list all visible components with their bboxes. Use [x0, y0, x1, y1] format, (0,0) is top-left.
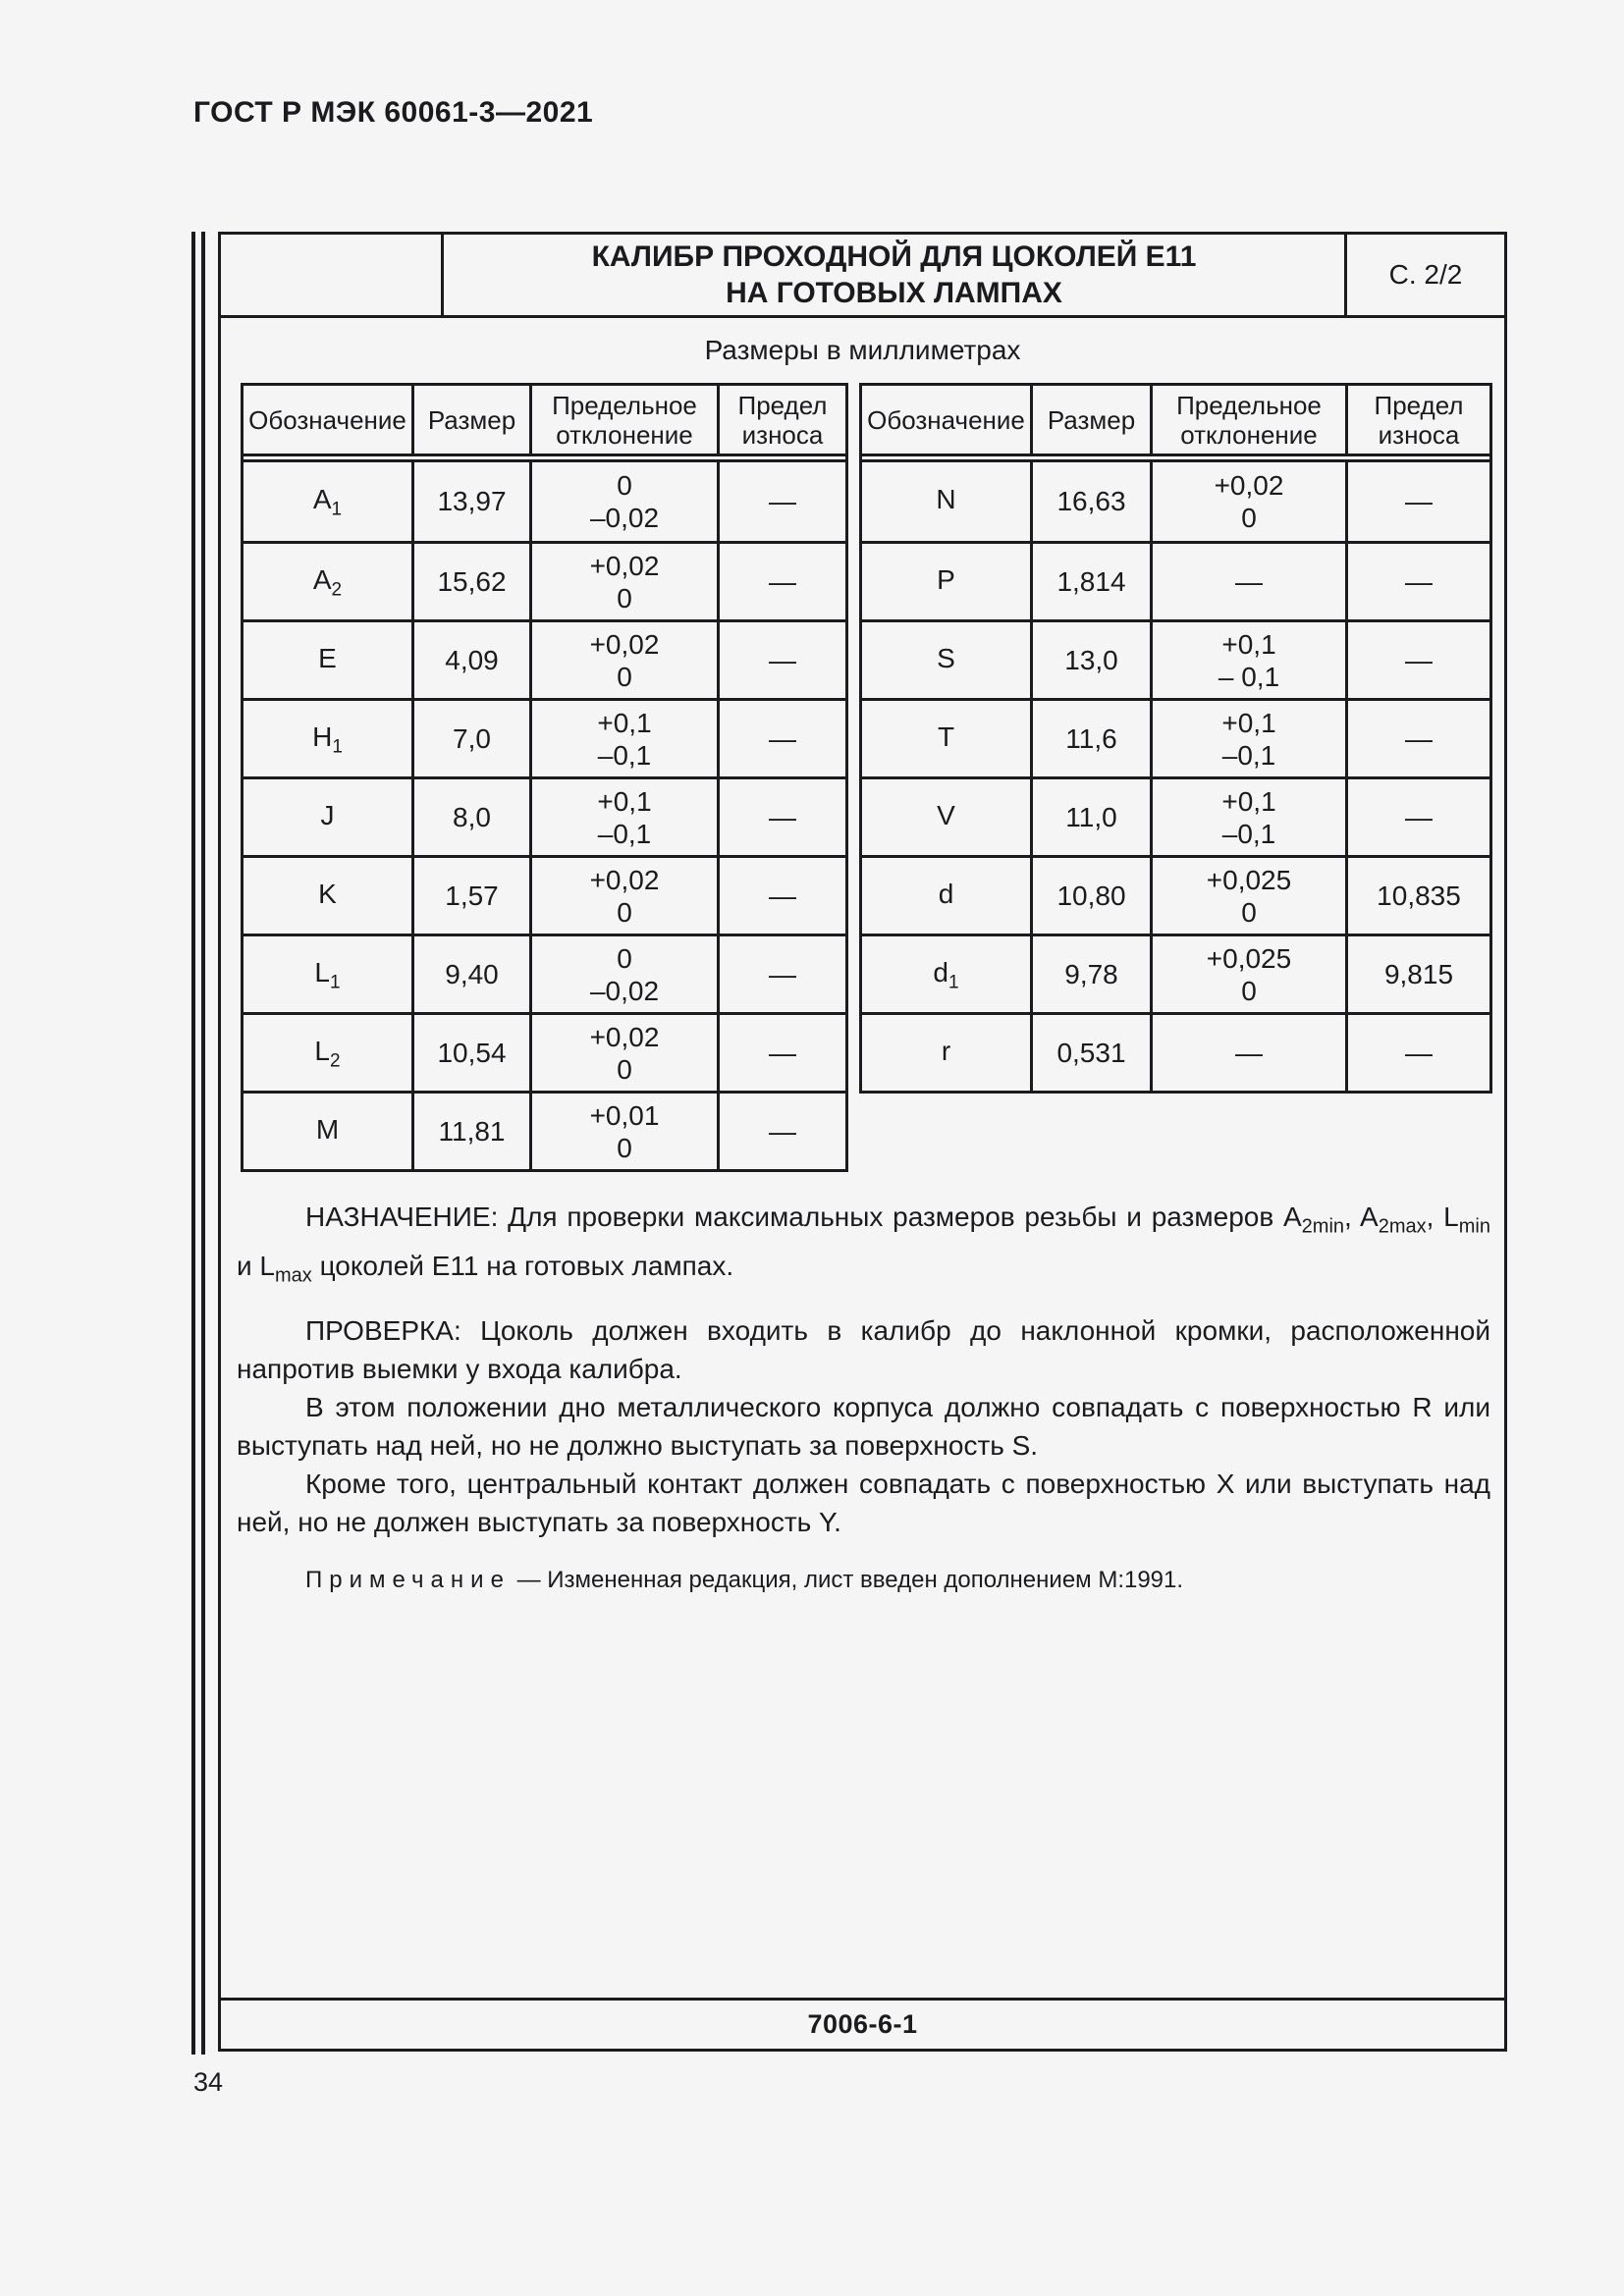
- symbol-cell: $L_1$: [244, 936, 414, 1012]
- document-code: ГОСТ Р МЭК 60061-3—2021: [193, 96, 594, 129]
- deviation-cell: +0,02 0: [1153, 462, 1348, 541]
- wear-cell: —: [769, 1115, 796, 1147]
- wear-cell: —: [1405, 486, 1433, 516]
- size-cell: 10,54: [414, 1015, 532, 1091]
- gauge-title-line1: КАЛИБР ПРОХОДНОЙ ДЛЯ ЦОКОЛЕЙ E11: [591, 240, 1197, 273]
- column-header: Предельное отклонение: [1153, 386, 1348, 454]
- table-row: [862, 462, 1489, 541]
- symbol-cell: E: [244, 622, 414, 698]
- column-header: Обозначение: [244, 386, 414, 454]
- deviation-cell: +0,025 0: [1153, 858, 1348, 934]
- table-row: [244, 855, 845, 934]
- note-label: Примечание: [305, 1567, 511, 1594]
- header-separator: [244, 454, 845, 462]
- wear-cell: —: [769, 958, 796, 989]
- column-header: Предел износа: [737, 390, 828, 450]
- deviation-cell: —: [1153, 1015, 1348, 1091]
- wear-cell: —: [769, 486, 796, 516]
- wear-cell: —: [769, 722, 796, 754]
- size-cell: 11,6: [1033, 701, 1153, 776]
- table-row: [244, 541, 845, 619]
- margin-double-rule: [191, 232, 205, 2055]
- main-box: [218, 232, 1507, 2052]
- column-header: Предельное отклонение: [532, 386, 720, 454]
- symbol-cell: J: [244, 779, 414, 855]
- table-header-row: [244, 386, 845, 454]
- dimensions-table-left: [241, 383, 848, 1172]
- table-row: [862, 541, 1489, 619]
- size-cell: 7,0: [414, 701, 532, 776]
- table-row: [244, 1012, 845, 1091]
- deviation-cell: +0,02 0: [532, 622, 720, 698]
- wear-cell: —: [1405, 644, 1433, 675]
- deviation-cell: +0,1 –0,1: [532, 701, 720, 776]
- size-cell: 15,62: [414, 544, 532, 619]
- symbol-cell: T: [862, 701, 1033, 776]
- column-header: Размер: [414, 386, 532, 454]
- symbol-cell: S: [862, 622, 1033, 698]
- size-cell: 11,0: [1033, 779, 1153, 855]
- symbol-cell: $A_1$: [244, 462, 414, 541]
- table-row: [862, 934, 1489, 1012]
- wear-cell: —: [769, 644, 796, 675]
- deviation-cell: +0,1 –0,1: [532, 779, 720, 855]
- column-header: Размер: [1033, 386, 1153, 454]
- column-header: Предел износа: [1374, 390, 1464, 450]
- size-cell: 13,97: [414, 462, 532, 541]
- table-row: [244, 462, 845, 541]
- deviation-cell: +0,025 0: [1153, 936, 1348, 1012]
- symbol-cell: r: [862, 1015, 1033, 1091]
- wear-cell: —: [769, 565, 796, 597]
- position-paragraph: В этом положении дно металлического корпуса должно совпадать с поверхностью R или выступать над ней, но не должно выступать за поверхность S.: [237, 1392, 1490, 1462]
- symbol-cell: P: [862, 544, 1033, 619]
- dimensions-table-right: [859, 383, 1492, 1094]
- size-cell: 9,40: [414, 936, 532, 1012]
- wear-cell: 9,815: [1383, 958, 1454, 989]
- wear-cell: 10,835: [1377, 880, 1461, 911]
- deviation-cell: +0,02 0: [532, 544, 720, 619]
- table-row: [862, 698, 1489, 776]
- deviation-cell: +0,02 0: [532, 858, 720, 934]
- sheet-number: С. 2/2: [1344, 235, 1504, 315]
- symbol-cell: M: [244, 1094, 414, 1169]
- table-row: [244, 619, 845, 698]
- deviation-cell: +0,1 –0,1: [1153, 701, 1348, 776]
- symbol-cell: d: [862, 858, 1033, 934]
- column-header: Обозначение: [862, 386, 1033, 454]
- size-cell: 8,0: [414, 779, 532, 855]
- symbol-cell: K: [244, 858, 414, 934]
- page-number: 34: [193, 2067, 224, 2097]
- purpose-paragraph: НАЗНАЧЕНИЕ: Для проверки максимальных размеров резьбы и размеров $A_{2min}$, $A_{2max}$, $L_{min}$ и $L_{max}$ цоколей E11 на готовых лампах.: [237, 1201, 1490, 1287]
- deviation-cell: —: [1153, 544, 1348, 619]
- deviation-cell: 0 –0,02: [532, 936, 720, 1012]
- deviation-cell: +0,02 0: [532, 1015, 720, 1091]
- gauge-title: [444, 235, 1344, 315]
- dimension-tables: [221, 383, 1504, 1172]
- table-row: [244, 698, 845, 776]
- table-row: [862, 776, 1489, 855]
- size-cell: 16,63: [1033, 462, 1153, 541]
- symbol-cell: V: [862, 779, 1033, 855]
- size-cell: 1,57: [414, 858, 532, 934]
- size-cell: 9,78: [1033, 936, 1153, 1012]
- contact-paragraph: Кроме того, центральный контакт должен совпадать с поверхностью X или выступать над ней, но не должен выступать за поверхность Y.: [237, 1468, 1490, 1538]
- table-row: [862, 855, 1489, 934]
- footer-reference: 7006-6-1: [221, 1998, 1504, 2049]
- title-block: [221, 235, 1504, 318]
- symbol-cell: $d_1$: [862, 936, 1033, 1012]
- table-row: [862, 619, 1489, 698]
- table-row: [244, 1091, 845, 1169]
- deviation-cell: +0,01 0: [532, 1094, 720, 1169]
- note-text: — Измененная редакция, лист введен дополнением M:1991.: [510, 1567, 1184, 1594]
- symbol-cell: $L_2$: [244, 1015, 414, 1091]
- wear-cell: —: [769, 801, 796, 832]
- units-caption: Размеры в миллиметрах: [704, 335, 1021, 365]
- check-paragraph: ПРОВЕРКА: Цоколь должен входить в калибр до наклонной кромки, расположенной напротив выемки у входа калибра.: [237, 1315, 1490, 1385]
- size-cell: 0,531: [1033, 1015, 1153, 1091]
- table-row: [244, 776, 845, 855]
- wear-cell: —: [1405, 801, 1433, 832]
- deviation-cell: +0,1 –0,1: [1153, 779, 1348, 855]
- symbol-cell: N: [862, 462, 1033, 541]
- wear-cell: —: [1405, 722, 1433, 754]
- size-cell: 10,80: [1033, 858, 1153, 934]
- size-cell: 1,814: [1033, 544, 1153, 619]
- symbol-cell: $A_2$: [244, 544, 414, 619]
- note-paragraph: [237, 1565, 1490, 1596]
- size-cell: 4,09: [414, 622, 532, 698]
- size-cell: 13,0: [1033, 622, 1153, 698]
- table-row: [244, 934, 845, 1012]
- table-row: [862, 1012, 1489, 1091]
- size-cell: 11,81: [414, 1094, 532, 1169]
- wear-cell: —: [769, 1037, 796, 1068]
- wear-cell: —: [1405, 1037, 1433, 1068]
- deviation-cell: 0 –0,02: [532, 462, 720, 541]
- symbol-cell: $H_1$: [244, 701, 414, 776]
- gauge-title-line2: НА ГОТОВЫХ ЛАМПАХ: [726, 277, 1062, 309]
- table-header-row: [862, 386, 1489, 454]
- wear-cell: —: [1405, 565, 1433, 597]
- title-cell-empty: [221, 235, 444, 315]
- wear-cell: —: [769, 880, 796, 911]
- header-separator: [862, 454, 1489, 462]
- deviation-cell: +0,1 – 0,1: [1153, 622, 1348, 698]
